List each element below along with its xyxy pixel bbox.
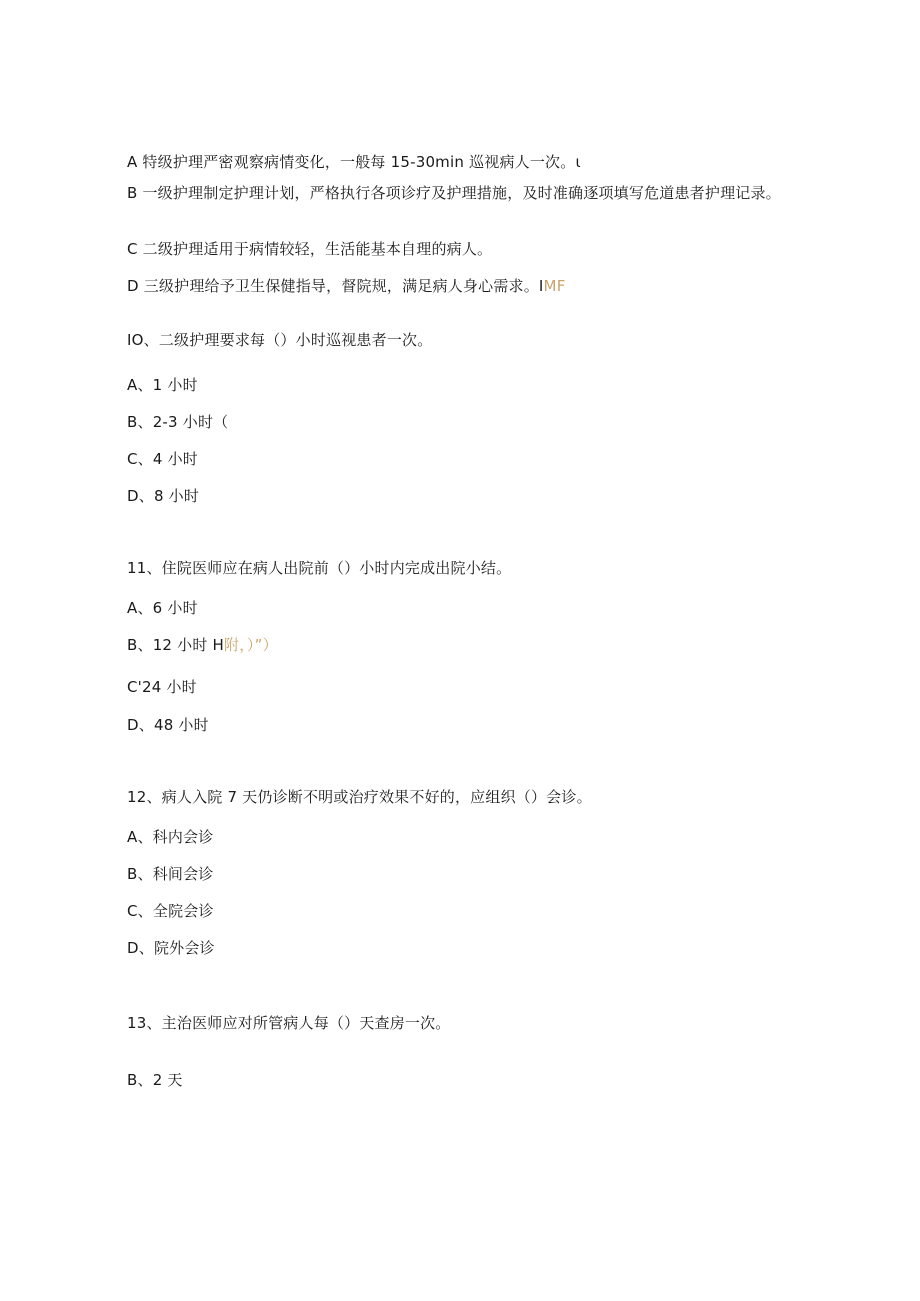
q12-option-c: C、全院会诊 bbox=[127, 902, 214, 920]
q11-option-c: C'24 小时 bbox=[127, 678, 197, 696]
q9-option-d bbox=[127, 275, 566, 297]
q11-option-b-mark: 附，）”） bbox=[224, 636, 278, 654]
q12-option-a: A、科内会诊 bbox=[127, 828, 214, 846]
q9-option-d-text: D 三级护理给予卫生保健指导，督院规，满足病人身心需求。I bbox=[127, 277, 544, 295]
q13-question: 13、主治医师应对所管病人每（）天查房一次。 bbox=[127, 1014, 451, 1032]
q12-question: 12、病人入院 7 天仍诊断不明或治疗效果不好的，应组织（）会诊。 bbox=[127, 788, 592, 806]
q10-option-a: A、1 小时 bbox=[127, 376, 198, 394]
q9-option-d-mark: MF bbox=[543, 277, 566, 295]
q11-option-b bbox=[127, 634, 278, 656]
q13-option-b: B、2 天 bbox=[127, 1071, 183, 1089]
q10-option-b: B、2-3 小时（ bbox=[127, 413, 229, 431]
q9-option-a: A 特级护理严密观察病情变化，一般每 15-30min 巡视病人一次。ι bbox=[127, 153, 581, 171]
q11-question: 11、住院医师应在病人出院前（）小时内完成出院小结。 bbox=[127, 559, 512, 577]
q10-option-d: D、8 小时 bbox=[127, 487, 200, 505]
q9-option-c: C 二级护理适用于病情较轻，生活能基本自理的病人。 bbox=[127, 240, 493, 258]
q12-option-d: D、院外会诊 bbox=[127, 939, 215, 957]
q9-option-b: B 一级护理制定护理计划，严格执行各项诊疗及护理措施，及时准确逐项填写危道患者护理记录。 bbox=[127, 184, 781, 202]
q10-option-c: C、4 小时 bbox=[127, 450, 198, 468]
q10-question: IO、二级护理要求每（）小时巡视患者一次。 bbox=[127, 331, 433, 349]
q11-option-a: A、6 小时 bbox=[127, 599, 198, 617]
q11-option-b-text: B、12 小时 H bbox=[127, 636, 224, 654]
q11-option-d: D、48 小时 bbox=[127, 716, 209, 734]
q12-option-b: B、科间会诊 bbox=[127, 865, 214, 883]
